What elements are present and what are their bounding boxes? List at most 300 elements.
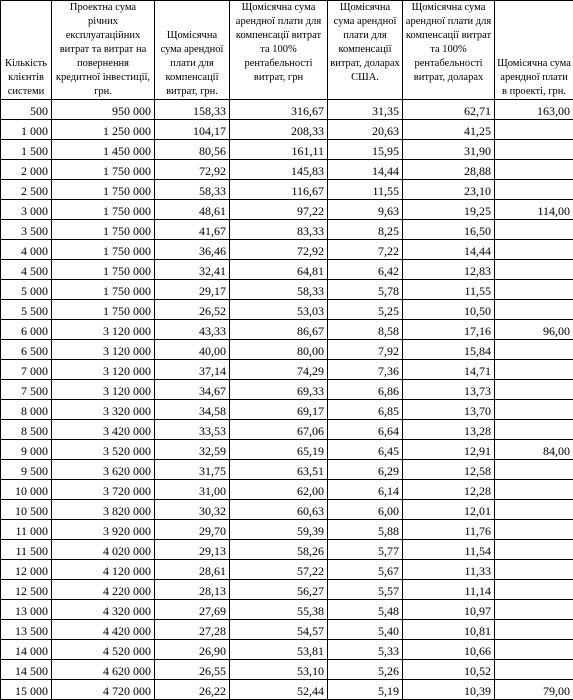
project-rent-cell	[495, 680, 573, 700]
cell-value: 316,67	[291, 104, 324, 118]
cell-value: 114,00	[537, 204, 570, 218]
cell-value: 3 720 000	[103, 484, 151, 498]
table-row	[1, 320, 573, 340]
clients-cell	[1, 360, 52, 380]
header-monthly-rent-profit-uah: Щомісячна сума арендної плати для компенсації витрат та 100% рентабельності витрат, грн	[230, 1, 328, 100]
monthly-rent-profit-usd-cell	[403, 300, 495, 320]
cell-value: 1 750 000	[103, 164, 151, 178]
monthly-rent-profit-usd-cell	[403, 540, 495, 560]
table-row	[1, 560, 573, 580]
cell-value: 10,52	[464, 664, 491, 678]
clients-cell	[1, 320, 52, 340]
monthly-rent-profit-usd-cell	[403, 640, 495, 660]
cell-value: 5 000	[21, 284, 48, 298]
cell-value: 5,33	[378, 644, 399, 658]
monthly-rent-uah-cell	[155, 280, 230, 300]
monthly-rent-usd-cell	[328, 420, 403, 440]
clients-cell	[1, 420, 52, 440]
cell-value: 5,57	[378, 584, 399, 598]
cell-value: 6,86	[378, 384, 399, 398]
annual-costs-cell	[52, 380, 155, 400]
monthly-rent-usd-cell	[328, 600, 403, 620]
cell-value: 29,17	[199, 284, 226, 298]
monthly-rent-profit-usd-cell	[403, 380, 495, 400]
cell-value: 11,55	[464, 284, 491, 298]
project-rent-cell	[495, 640, 573, 660]
cell-value: 3 820 000	[103, 504, 151, 518]
annual-costs-cell	[52, 460, 155, 480]
header-monthly-rent-usd: Щомісячна сума арендної плати для компенсації витрат, доларах США.	[328, 1, 403, 100]
monthly-rent-profit-uah-cell	[230, 100, 328, 120]
cell-value: 31,00	[199, 484, 226, 498]
cell-value: 31,75	[199, 464, 226, 478]
annual-costs-cell	[52, 420, 155, 440]
monthly-rent-profit-uah-cell	[230, 400, 328, 420]
table-row	[1, 280, 573, 300]
cell-value: 41,67	[199, 224, 226, 238]
cell-value: 80,00	[297, 344, 324, 358]
cell-value: 5,48	[378, 604, 399, 618]
cell-value: 69,17	[297, 404, 324, 418]
clients-cell	[1, 660, 52, 680]
monthly-rent-uah-cell	[155, 600, 230, 620]
table-row	[1, 180, 573, 200]
monthly-rent-usd-cell	[328, 400, 403, 420]
monthly-rent-profit-uah-cell	[230, 260, 328, 280]
cell-value: 72,92	[199, 164, 226, 178]
project-rent-cell	[495, 620, 573, 640]
cell-value: 2 000	[21, 164, 48, 178]
cell-value: 31,35	[372, 104, 399, 118]
monthly-rent-profit-uah-cell	[230, 140, 328, 160]
monthly-rent-uah-cell	[155, 620, 230, 640]
clients-cell	[1, 440, 52, 460]
project-rent-cell	[495, 200, 573, 220]
monthly-rent-profit-usd-cell	[403, 180, 495, 200]
cell-value: 3 920 000	[103, 524, 151, 538]
cell-value: 26,52	[199, 304, 226, 318]
monthly-rent-usd-cell	[328, 560, 403, 580]
cell-value: 6 000	[21, 324, 48, 338]
table-row	[1, 440, 573, 460]
cell-value: 74,29	[297, 364, 324, 378]
cell-value: 158,33	[193, 104, 226, 118]
monthly-rent-profit-uah-cell	[230, 560, 328, 580]
cell-value: 161,11	[291, 144, 324, 158]
monthly-rent-profit-uah-cell	[230, 180, 328, 200]
cell-value: 14 500	[15, 664, 48, 678]
annual-costs-cell	[52, 180, 155, 200]
cell-value: 10,97	[464, 604, 491, 618]
monthly-rent-usd-cell	[328, 660, 403, 680]
monthly-rent-profit-uah-cell	[230, 480, 328, 500]
cell-value: 3 000	[21, 204, 48, 218]
cell-value: 26,55	[199, 664, 226, 678]
cell-value: 7,92	[378, 344, 399, 358]
cell-value: 57,22	[297, 564, 324, 578]
monthly-rent-profit-usd-cell	[403, 580, 495, 600]
table-row	[1, 300, 573, 320]
project-rent-cell	[495, 560, 573, 580]
annual-costs-cell	[52, 240, 155, 260]
cell-value: 12,91	[464, 444, 491, 458]
clients-cell	[1, 520, 52, 540]
clients-cell	[1, 500, 52, 520]
cell-value: 29,70	[199, 524, 226, 538]
cell-value: 60,63	[297, 504, 324, 518]
table-row	[1, 600, 573, 620]
monthly-rent-uah-cell	[155, 560, 230, 580]
project-rent-cell	[495, 380, 573, 400]
cell-value: 26,90	[199, 644, 226, 658]
monthly-rent-uah-cell	[155, 660, 230, 680]
clients-cell	[1, 680, 52, 700]
monthly-rent-usd-cell	[328, 460, 403, 480]
monthly-rent-uah-cell	[155, 200, 230, 220]
table-row	[1, 340, 573, 360]
monthly-rent-profit-usd-cell	[403, 460, 495, 480]
cell-value: 13 000	[15, 604, 48, 618]
project-rent-cell	[495, 340, 573, 360]
annual-costs-cell	[52, 200, 155, 220]
table-row	[1, 620, 573, 640]
monthly-rent-usd-cell	[328, 200, 403, 220]
cell-value: 3 320 000	[103, 404, 151, 418]
cell-value: 7,36	[378, 364, 399, 378]
table-row	[1, 140, 573, 160]
cell-value: 5,78	[378, 284, 399, 298]
annual-costs-cell	[52, 680, 155, 700]
table-row	[1, 200, 573, 220]
monthly-rent-profit-usd-cell	[403, 660, 495, 680]
monthly-rent-profit-uah-cell	[230, 380, 328, 400]
cell-value: 48,61	[199, 204, 226, 218]
project-rent-cell	[495, 400, 573, 420]
cell-value: 67,06	[297, 424, 324, 438]
table-row	[1, 540, 573, 560]
monthly-rent-profit-usd-cell	[403, 500, 495, 520]
cell-value: 34,58	[199, 404, 226, 418]
annual-costs-cell	[52, 480, 155, 500]
clients-cell	[1, 340, 52, 360]
monthly-rent-usd-cell	[328, 680, 403, 700]
cell-value: 53,03	[297, 304, 324, 318]
cell-value: 40,00	[199, 344, 226, 358]
clients-cell	[1, 100, 52, 120]
table-row	[1, 420, 573, 440]
clients-cell	[1, 280, 52, 300]
cell-value: 4 500	[21, 264, 48, 278]
header-monthly-rent-profit-usd: Щомісячна сума арендної плати для компенсації витрат та 100% рентабельності витрат, доларах	[403, 1, 495, 100]
monthly-rent-usd-cell	[328, 260, 403, 280]
cell-value: 116,67	[291, 184, 324, 198]
monthly-rent-uah-cell	[155, 320, 230, 340]
cell-value: 30,32	[199, 504, 226, 518]
monthly-rent-usd-cell	[328, 520, 403, 540]
monthly-rent-usd-cell	[328, 220, 403, 240]
cell-value: 65,19	[297, 444, 324, 458]
annual-costs-cell	[52, 320, 155, 340]
annual-costs-cell	[52, 400, 155, 420]
project-rent-cell	[495, 320, 573, 340]
monthly-rent-uah-cell	[155, 480, 230, 500]
annual-costs-cell	[52, 660, 155, 680]
monthly-rent-profit-usd-cell	[403, 520, 495, 540]
cell-value: 4 620 000	[103, 664, 151, 678]
cell-value: 7 000	[21, 364, 48, 378]
monthly-rent-profit-uah-cell	[230, 460, 328, 480]
cell-value: 1 500	[21, 144, 48, 158]
cell-value: 1 750 000	[103, 284, 151, 298]
cell-value: 53,10	[297, 664, 324, 678]
monthly-rent-uah-cell	[155, 440, 230, 460]
cell-value: 3 620 000	[103, 464, 151, 478]
project-rent-cell	[495, 360, 573, 380]
cell-value: 6,85	[378, 404, 399, 418]
table-row	[1, 480, 573, 500]
cell-value: 19,25	[464, 204, 491, 218]
cell-value: 8 500	[21, 424, 48, 438]
table-row	[1, 380, 573, 400]
cell-value: 6,64	[378, 424, 399, 438]
cell-value: 33,53	[199, 424, 226, 438]
monthly-rent-profit-usd-cell	[403, 320, 495, 340]
cell-value: 32,41	[199, 264, 226, 278]
clients-cell	[1, 140, 52, 160]
project-rent-cell	[495, 660, 573, 680]
monthly-rent-profit-usd-cell	[403, 200, 495, 220]
cell-value: 6,29	[378, 464, 399, 478]
cell-value: 6,00	[378, 504, 399, 518]
cell-value: 5,19	[378, 684, 399, 698]
cell-value: 55,38	[297, 604, 324, 618]
monthly-rent-uah-cell	[155, 340, 230, 360]
cell-value: 28,13	[199, 584, 226, 598]
annual-costs-cell	[52, 300, 155, 320]
cell-value: 10 500	[15, 504, 48, 518]
monthly-rent-profit-uah-cell	[230, 500, 328, 520]
cell-value: 4 720 000	[103, 684, 151, 698]
cell-value: 64,81	[297, 264, 324, 278]
monthly-rent-profit-uah-cell	[230, 540, 328, 560]
header-project-rent: Щомісячна сума арендної плати в проекті, грн.	[495, 1, 573, 100]
annual-costs-cell	[52, 120, 155, 140]
table-row	[1, 120, 573, 140]
cell-value: 36,46	[199, 244, 226, 258]
cell-value: 83,33	[297, 224, 324, 238]
clients-cell	[1, 480, 52, 500]
monthly-rent-profit-usd-cell	[403, 100, 495, 120]
monthly-rent-profit-usd-cell	[403, 440, 495, 460]
cell-value: 13 500	[15, 624, 48, 638]
annual-costs-cell	[52, 560, 155, 580]
clients-cell	[1, 260, 52, 280]
clients-cell	[1, 540, 52, 560]
cell-value: 11 500	[15, 544, 48, 558]
cell-value: 13,28	[464, 424, 491, 438]
project-rent-cell	[495, 140, 573, 160]
monthly-rent-usd-cell	[328, 320, 403, 340]
table-body	[1, 100, 573, 700]
cell-value: 14,44	[372, 164, 399, 178]
cell-value: 1 250 000	[103, 124, 151, 138]
cell-value: 6 500	[21, 344, 48, 358]
table-row	[1, 400, 573, 420]
monthly-rent-uah-cell	[155, 400, 230, 420]
project-rent-cell	[495, 420, 573, 440]
annual-costs-cell	[52, 580, 155, 600]
cell-value: 58,33	[297, 284, 324, 298]
cell-value: 11,14	[464, 584, 491, 598]
clients-cell	[1, 120, 52, 140]
cell-value: 31,90	[464, 144, 491, 158]
cell-value: 1 750 000	[103, 204, 151, 218]
cell-value: 3 120 000	[103, 384, 151, 398]
monthly-rent-profit-uah-cell	[230, 300, 328, 320]
cell-value: 34,67	[199, 384, 226, 398]
monthly-rent-uah-cell	[155, 680, 230, 700]
cell-value: 208,33	[291, 124, 324, 138]
cell-value: 10,66	[464, 644, 491, 658]
project-rent-cell	[495, 120, 573, 140]
cell-value: 43,33	[199, 324, 226, 338]
annual-costs-cell	[52, 600, 155, 620]
monthly-rent-profit-uah-cell	[230, 200, 328, 220]
clients-cell	[1, 600, 52, 620]
cell-value: 950 000	[112, 104, 151, 118]
cell-value: 9,63	[378, 204, 399, 218]
monthly-rent-profit-uah-cell	[230, 420, 328, 440]
cell-value: 12,28	[464, 484, 491, 498]
monthly-rent-profit-usd-cell	[403, 400, 495, 420]
monthly-rent-profit-usd-cell	[403, 680, 495, 700]
project-rent-cell	[495, 180, 573, 200]
cell-value: 58,33	[199, 184, 226, 198]
cell-value: 8,25	[378, 224, 399, 238]
monthly-rent-usd-cell	[328, 640, 403, 660]
project-rent-cell	[495, 220, 573, 240]
monthly-rent-uah-cell	[155, 300, 230, 320]
monthly-rent-usd-cell	[328, 240, 403, 260]
monthly-rent-usd-cell	[328, 160, 403, 180]
monthly-rent-uah-cell	[155, 540, 230, 560]
cell-value: 145,83	[291, 164, 324, 178]
cell-value: 163,00	[537, 104, 570, 118]
monthly-rent-profit-usd-cell	[403, 340, 495, 360]
table-row	[1, 580, 573, 600]
project-rent-cell	[495, 500, 573, 520]
monthly-rent-usd-cell	[328, 120, 403, 140]
monthly-rent-uah-cell	[155, 180, 230, 200]
header-clients: Кількість клієнтів системи	[1, 1, 52, 100]
cell-value: 1 750 000	[103, 264, 151, 278]
annual-costs-cell	[52, 500, 155, 520]
clients-cell	[1, 180, 52, 200]
cell-value: 11 000	[15, 524, 48, 538]
monthly-rent-usd-cell	[328, 180, 403, 200]
annual-costs-cell	[52, 280, 155, 300]
cell-value: 12 000	[15, 564, 48, 578]
cell-value: 10,81	[464, 624, 491, 638]
cell-value: 104,17	[193, 124, 226, 138]
monthly-rent-profit-usd-cell	[403, 420, 495, 440]
cell-value: 1 750 000	[103, 304, 151, 318]
monthly-rent-profit-uah-cell	[230, 320, 328, 340]
cell-value: 84,00	[543, 444, 570, 458]
monthly-rent-uah-cell	[155, 100, 230, 120]
cell-value: 11,55	[372, 184, 399, 198]
cell-value: 79,00	[543, 684, 570, 698]
cell-value: 1 750 000	[103, 244, 151, 258]
monthly-rent-profit-usd-cell	[403, 220, 495, 240]
monthly-rent-uah-cell	[155, 240, 230, 260]
table-row	[1, 640, 573, 660]
clients-cell	[1, 580, 52, 600]
annual-costs-cell	[52, 520, 155, 540]
cell-value: 4 420 000	[103, 624, 151, 638]
cell-value: 15,95	[372, 144, 399, 158]
annual-costs-cell	[52, 160, 155, 180]
cell-value: 10,39	[464, 684, 491, 698]
header-monthly-rent-uah: Щомісячна сума арендної плати для компенсації витрат, грн.	[155, 1, 230, 100]
annual-costs-cell	[52, 540, 155, 560]
project-rent-cell	[495, 540, 573, 560]
table-row	[1, 260, 573, 280]
cell-value: 12,01	[464, 504, 491, 518]
monthly-rent-profit-uah-cell	[230, 240, 328, 260]
cell-value: 14,44	[464, 244, 491, 258]
cell-value: 17,16	[464, 324, 491, 338]
cell-value: 11,76	[464, 524, 491, 538]
cell-value: 72,92	[297, 244, 324, 258]
cell-value: 3 120 000	[103, 324, 151, 338]
cell-value: 63,51	[297, 464, 324, 478]
table-row	[1, 100, 573, 120]
cell-value: 8,58	[378, 324, 399, 338]
monthly-rent-usd-cell	[328, 140, 403, 160]
annual-costs-cell	[52, 220, 155, 240]
clients-cell	[1, 200, 52, 220]
table-row	[1, 500, 573, 520]
cell-value: 86,67	[297, 324, 324, 338]
monthly-rent-usd-cell	[328, 380, 403, 400]
monthly-rent-usd-cell	[328, 360, 403, 380]
monthly-rent-usd-cell	[328, 580, 403, 600]
cell-value: 6,42	[378, 264, 399, 278]
annual-costs-cell	[52, 100, 155, 120]
clients-cell	[1, 560, 52, 580]
project-rent-cell	[495, 460, 573, 480]
project-rent-cell	[495, 100, 573, 120]
cell-value: 69,33	[297, 384, 324, 398]
monthly-rent-profit-uah-cell	[230, 680, 328, 700]
monthly-rent-uah-cell	[155, 420, 230, 440]
cell-value: 12,83	[464, 264, 491, 278]
annual-costs-cell	[52, 360, 155, 380]
cell-value: 62,71	[464, 104, 491, 118]
monthly-rent-profit-usd-cell	[403, 620, 495, 640]
project-rent-cell	[495, 240, 573, 260]
cell-value: 58,26	[297, 544, 324, 558]
monthly-rent-profit-uah-cell	[230, 160, 328, 180]
cell-value: 96,00	[543, 324, 570, 338]
project-rent-cell	[495, 160, 573, 180]
cell-value: 1 750 000	[103, 224, 151, 238]
monthly-rent-uah-cell	[155, 580, 230, 600]
annual-costs-cell	[52, 620, 155, 640]
clients-cell	[1, 160, 52, 180]
cell-value: 97,22	[297, 204, 324, 218]
